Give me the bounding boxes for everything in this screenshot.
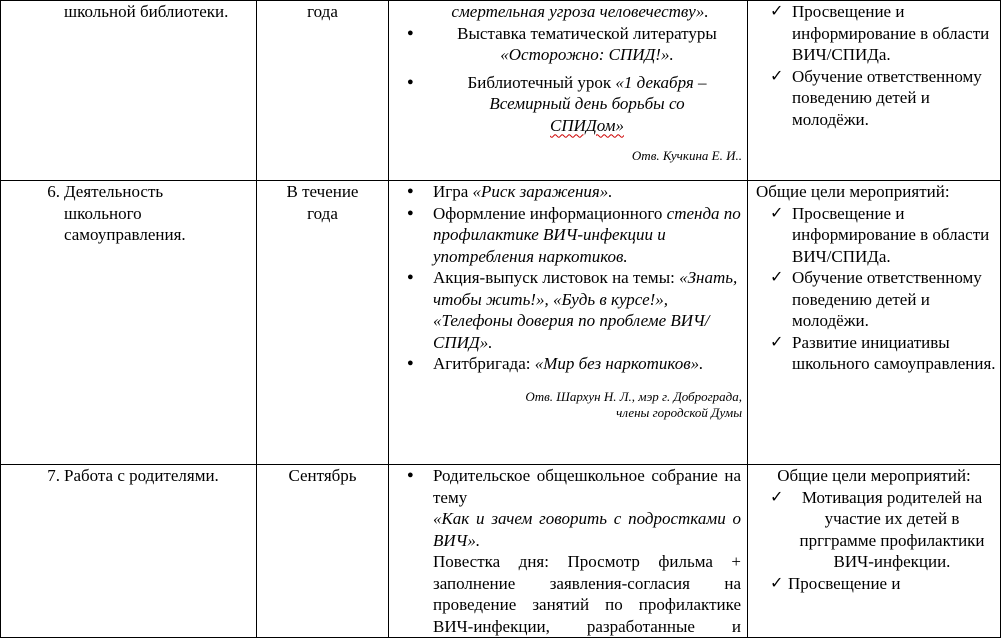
goals-cell [748,1,1001,181]
list-item: ✓ Просвещение и информирование в области ВИЧ/СПИДа. [748,203,1000,268]
row-number: 7. [47,466,60,485]
goals-heading: Общие цели мероприятий: [777,466,971,485]
table-row [1,465,1001,638]
activity-text: Деятельность школьного самоуправления. [64,182,186,244]
goals-heading: Общие цели мероприятий: [756,182,950,201]
list-item: ● Акция-выпуск листовок на темы: «Знать, чтобы жить!», «Будь в курсе!», «Телефоны доверия по проблеме ВИЧ/СПИД». [389,267,747,353]
responsible-text: Отв. Шархун Н. Л., мэр г. Доброграда, члены городской Думы [525,388,742,420]
list-item: ● Родительское общешкольное собрание на тему «Как и зачем говорить с подростками о ВИЧ». Повестка дня: Просмотр фильма + заполнение заявления-согласия на проведение занятий по профилактике ВИЧ-инфекции, разработанные и [389,465,747,637]
activity-cell [1,465,257,638]
list-item: ● Библиотечный урок «1 декабря – Всемирный день борьбы со СПИДом» [389,72,747,137]
list-item: ✓ Мотивация родителей на участие их детей в пргграмме профилактики ВИЧ-инфекции. [748,487,1000,573]
list-item: ● Выставка тематической литературы «Осторожно: СПИД!». [389,23,747,66]
period-cell [257,181,389,465]
activity-cell [1,1,257,181]
events-cell [389,465,748,638]
period-cell [257,1,389,181]
goals-cell [748,465,1001,638]
period-cell [257,465,389,638]
list-item: ● Игра «Риск заражения». [389,181,747,203]
period-text: В течение года [286,182,359,223]
list-item: ✓ Просвещение и информирование в области ВИЧ/СПИДа. [748,1,1000,66]
activity-cell [1,181,257,465]
responsible-text: Отв. Кучкина Е. И.. [631,148,742,163]
events-cell [389,181,748,465]
table-row [1,181,1001,465]
goals-cell [748,181,1001,465]
activity-text: школьной библиотеки. [64,2,229,21]
events-cell [389,1,748,181]
event-continuation: смертельная угроза человечеству». [451,2,709,21]
list-item: ✓ Просвещение и [748,573,1000,595]
list-item: ● Оформление информационного стенда по профилактике ВИЧ-инфекции и употребления наркотиков. [389,203,747,268]
period-text: года [307,2,338,21]
row-number: 6. [47,182,60,201]
list-item: ✓ Обучение ответственному поведению детей и молодёжи. [748,66,1000,131]
activity-text: Работа с родителями. [64,466,219,485]
period-text: Сентябрь [288,466,357,485]
list-item: ✓ Обучение ответственному поведению детей и молодёжи. [748,267,1000,332]
table-row [1,1,1001,181]
list-item: ● Агитбригада: «Мир без наркотиков». [389,353,747,375]
list-item: ✓ Развитие инициативы школьного самоуправления. [748,332,1000,375]
